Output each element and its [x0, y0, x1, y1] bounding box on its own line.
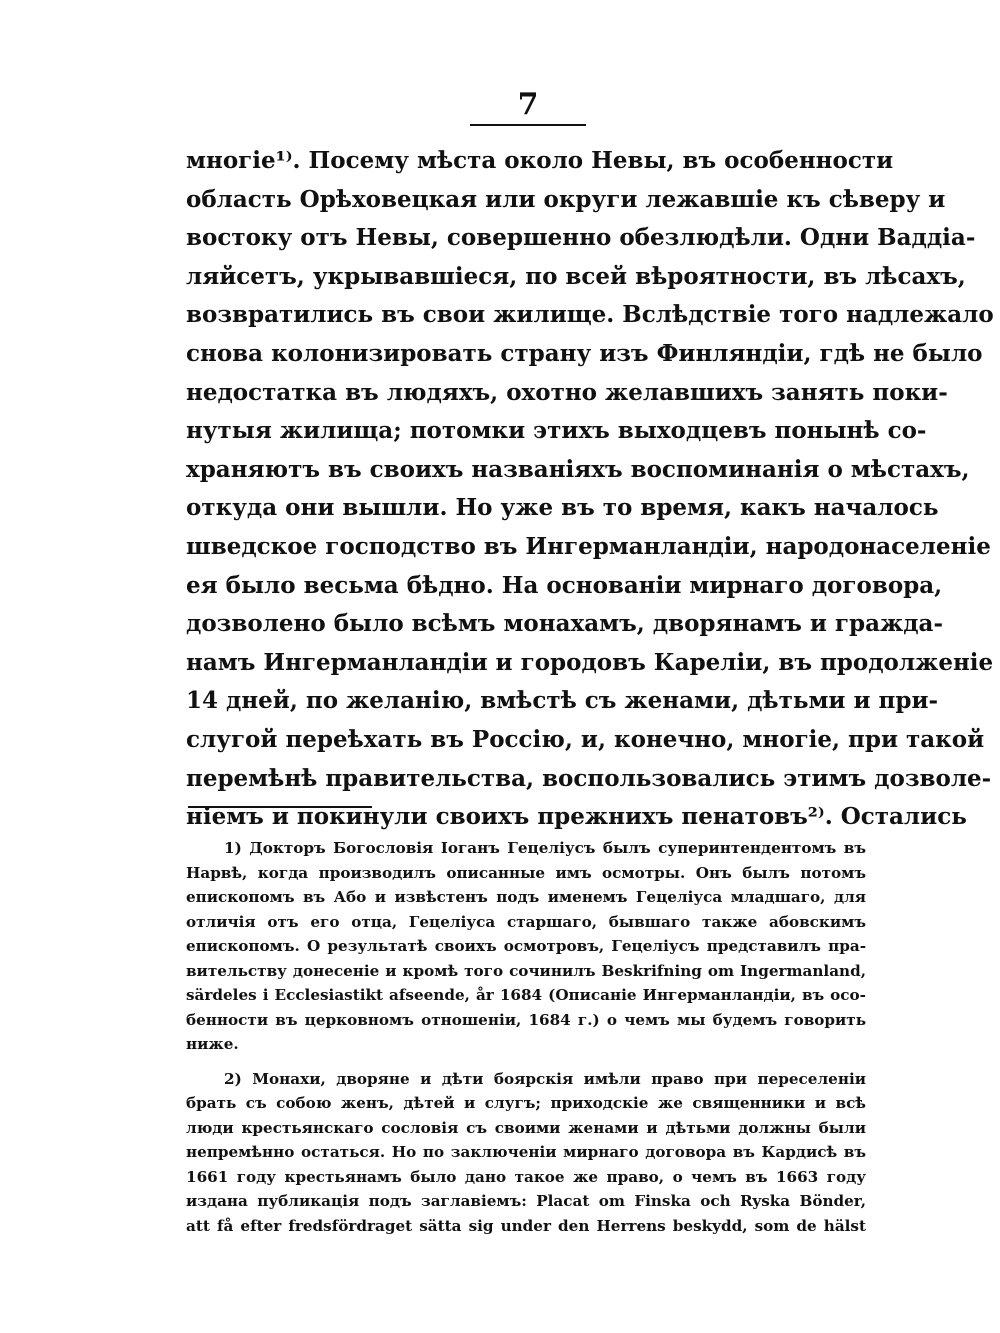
footnote-2: [186, 1067, 866, 1239]
footnotes: [186, 836, 866, 1238]
main-text-line: снова колонизировать страну изъ Финляндіи, гдѣ не было: [186, 339, 983, 367]
main-text-line: дозволено было всѣмъ монахамъ, дворянамъ и гражда-: [186, 610, 944, 638]
main-text-line: ляйсетъ, укрывавшіеся, по всей вѣроятности, въ лѣсахъ,: [186, 262, 966, 290]
main-text-line: недостатка въ людяхъ, охотно желавшихъ занять поки-: [186, 378, 948, 406]
footnote-line: непремѣнно остаться. Но по заключеніи мирнаго договора въ Кардисѣ въ: [186, 1143, 866, 1161]
footnote-line: att få efter fredsfördraget sätta sig under den Herrens beskydd, som de hälst: [186, 1216, 866, 1235]
main-text-line: намъ Ингерманландіи и городовъ Кареліи, въ продолженіе: [186, 648, 994, 676]
footnote-line: люди крестьянскаго сословія съ своими женами и дѣтьми должны были: [186, 1118, 866, 1137]
footnote-line: отличія отъ его отца, Гецеліуса старшаго, бывшаго также абовскимъ: [186, 912, 866, 931]
footnote-spacer: [186, 1057, 866, 1067]
footnote-line: епископомъ въ Або и извѣстенъ подъ именемъ Гецеліуса младшаго, для: [186, 888, 866, 906]
main-text-line: область Орѣховецкая или округи лежавшіе къ сѣверу и: [186, 185, 946, 213]
footnote-line: 2) Монахи, дворяне и дѣти боярскія имѣли право при переселеніи: [224, 1069, 866, 1088]
main-text: [186, 142, 994, 837]
footnote-line: särdeles i Ecclesiastikt afseende, år 1684 (Описаніе Ингерманландіи, въ осо-: [186, 986, 866, 1004]
footnote-line: ниже.: [186, 1035, 239, 1053]
main-text-line: возвратились въ свои жилище. Вслѣдствіе того надлежало: [186, 301, 994, 329]
main-text-line: перемѣнѣ правительства, воспользовались этимъ дозволе-: [186, 764, 992, 792]
main-text-line: слугой переѣхать въ Россію, и, конечно, многіе, при такой: [186, 725, 985, 753]
main-text-line: ея было весьма бѣдно. На основаніи мирнаго договора,: [186, 571, 943, 599]
footnote-line: Нарвѣ, когда производилъ описанные имъ осмотры. Онъ былъ потомъ: [186, 863, 866, 882]
footnote-line: епископомъ. О результатѣ своихъ осмотровъ, Гецеліусъ представилъ пра-: [186, 937, 866, 955]
footnote-line: 1) Докторъ Богословія Іоганъ Гецеліусъ былъ суперинтендентомъ въ: [224, 839, 866, 857]
main-text-line: 14 дней, по желанію, вмѣстѣ съ женами, дѣтьми и при-: [186, 687, 939, 715]
footnote-line: 1661 году крестьянамъ было дано такое же право, о чемъ въ 1663 году: [186, 1167, 866, 1186]
footnote-line: вительству донесеніе и кромѣ того сочинилъ Beskrifning om Ingermanland,: [186, 961, 866, 980]
footnote-line: бенности въ церковномъ отношеніи, 1684 г.) о чемъ мы будемъ говорить: [186, 1010, 866, 1029]
main-text-line: нутыя жилища; потомки этихъ выходцевъ понынѣ со-: [186, 417, 927, 445]
page-number: 7: [517, 87, 539, 122]
main-text-line: откуда они вышли. Но уже въ то время, какъ началось: [186, 494, 939, 522]
footnote-line: издана публикація подъ заглавіемъ: Placat om Finska och Ryska Bönder,: [186, 1192, 866, 1210]
main-text-line: храняютъ въ своихъ названіяхъ воспоминанія о мѣстахъ,: [186, 455, 970, 483]
main-text-line: шведское господство въ Ингерманландіи, народонаселеніе: [186, 532, 991, 560]
main-text-line: востоку отъ Невы, совершенно обезлюдѣли. Одни Ваддіа-: [186, 224, 976, 252]
footnote-rule: [188, 806, 372, 808]
footnote-1: [186, 836, 866, 1057]
footnote-line: брать съ собою женъ, дѣтей и слугъ; приходскіе же священники и всѣ: [186, 1094, 866, 1112]
header-rule: [470, 124, 586, 126]
main-text-line: многіе¹⁾. Посему мѣста около Невы, въ особенности: [186, 147, 894, 174]
main-text-line: ніемъ и покинули своихъ прежнихъ пенатовъ²⁾. Остались: [186, 803, 967, 831]
